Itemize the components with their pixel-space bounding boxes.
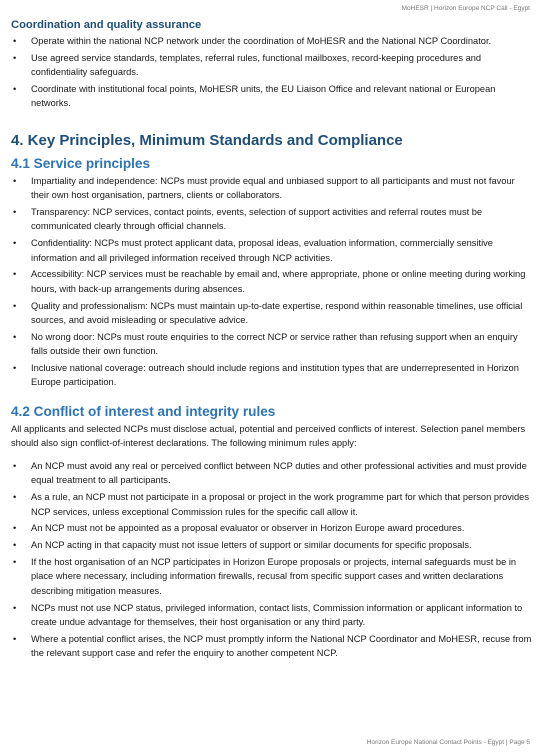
list-item: • Quality and professionalism: NCPs must maintain up-to-date expertise, respond within reasonable timelines, use official sources, and avoid misleading or speculative advice.: [11, 299, 535, 328]
service-principles-list: [11, 174, 535, 390]
list-item: • Where a potential conflict arises, the NCP must promptly inform the National NCP Coordinator and MoHESR, recuse from the relevant support case and refer the enquiry to another competent NCP.: [11, 632, 535, 661]
list-item: • Coordinate with institutional focal points, MoHESR units, the EU Liaison Office and relevant national or European networks.: [11, 82, 535, 111]
conflict-intro-paragraph: All applicants and selected NCPs must disclose actual, potential and perceived conflicts of interest. Selection panel members should also sign conflict-of-interest declarations. The following minimum rules apply:: [11, 423, 526, 449]
coordination-heading: Coordination and quality assurance: [11, 19, 202, 31]
page-footer: Horizon Europe National Contact Points - Egypt | Page 5: [366, 739, 530, 746]
list-item: • An NCP must not be appointed as a proposal evaluator or observer in Horizon Europe award procedures.: [11, 521, 535, 535]
list-item: • An NCP must avoid any real or perceived conflict between NCP duties and other professional activities and must provide equal treatment to all participants.: [11, 459, 535, 488]
list-item: • Operate within the national NCP network under the coordination of MoHESR and the National NCP Coordinator.: [11, 34, 535, 48]
list-item: • An NCP acting in that capacity must not issue letters of support or similar documents for specific proposals.: [11, 538, 535, 552]
page-header: MoHESR | Horizon Europe NCP Call - Egypt: [401, 5, 530, 12]
conflict-rules-list: [11, 459, 535, 661]
list-item: • Inclusive national coverage: outreach should include regions and institution types that are underrepresented in Horizon Europe participation.: [11, 361, 535, 390]
coordination-list: [11, 34, 535, 111]
list-item: • Use agreed service standards, templates, referral rules, functional mailboxes, record-keeping procedures and confidentiality safeguards.: [11, 51, 535, 80]
list-item: • Impartiality and independence: NCPs must provide equal and unbiased support to all participants and must not favour their own host organisation, partners, clients or collaborators.: [11, 174, 535, 203]
list-item: • Confidentiality: NCPs must protect applicant data, proposal ideas, evaluation information, commercially sensitive information and all privileged information received through NCP activities.: [11, 236, 535, 265]
list-item: • NCPs must not use NCP status, privileged information, contact lists, Commission information or applicant information to create undue advantage for themselves, their host organisation or any third party.: [11, 601, 535, 630]
section-4-heading: 4. Key Principles, Minimum Standards and Compliance: [11, 131, 403, 149]
section-4-1-heading: 4.1 Service principles: [11, 155, 151, 171]
list-item: • No wrong door: NCPs must route enquiries to the correct NCP or service rather than refusing support when an enquiry falls outside their own function.: [11, 330, 535, 359]
document-body: [11, 19, 535, 663]
list-item: • Accessibility: NCP services must be reachable by email and, where appropriate, phone or online meeting during working hours, with back-up arrangements during absences.: [11, 267, 535, 296]
list-item: • Transparency: NCP services, contact points, events, selection of support activities and referral routes must be communicated clearly through official channels.: [11, 205, 535, 234]
list-item: • If the host organisation of an NCP participates in Horizon Europe proposals or projects, internal safeguards must be in place where necessary, including information firewalls, recusal from specific support cases and written declarations describing mitigation measures.: [11, 555, 535, 598]
list-item: • As a rule, an NCP must not participate in a proposal or project in the work programme part for which that person provides NCP services, unless exceptional Commission rules for the specific call allow it.: [11, 490, 535, 519]
section-4-2-heading: 4.2 Conflict of interest and integrity rules: [11, 403, 276, 419]
